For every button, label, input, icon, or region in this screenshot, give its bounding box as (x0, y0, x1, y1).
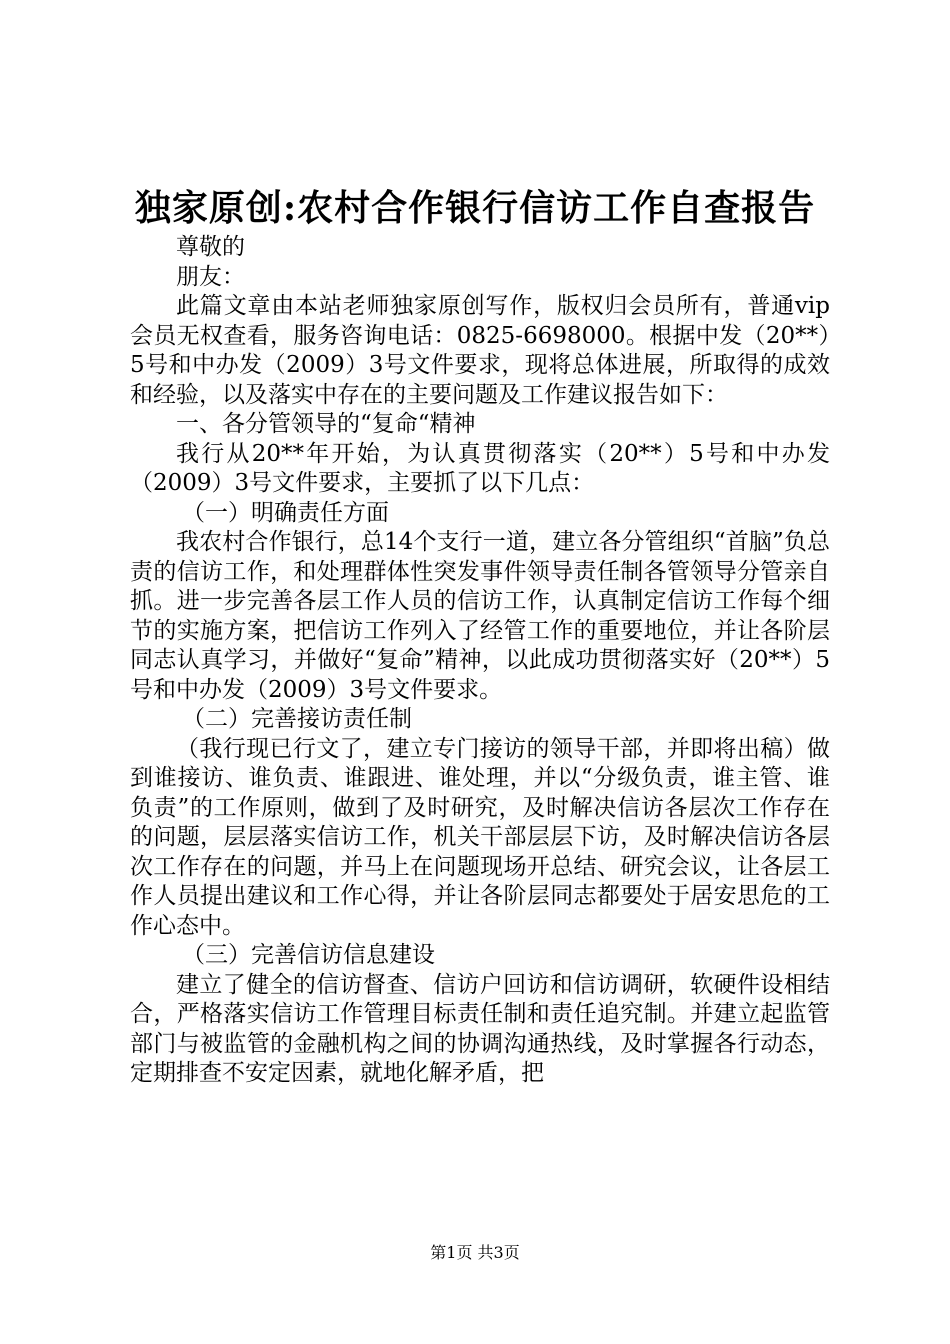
subsection-1-heading: （一）明确责任方面 (182, 499, 389, 526)
document-title: 独家原创:农村合作银行信访工作自查报告 (134, 187, 816, 229)
document-body (130, 233, 830, 1089)
intro-paragraph: 此篇文章由本站老师独家原创写作，版权归会员所有，普通vip会员无权查看，服务咨询电话：0825-6698000。根据中发（20**）5号和中办发（2009）3号文件要求，现将总体进展，所取得的成效和经验，以及落实中存在的主要问题及工作建议报告如下： (130, 293, 830, 408)
greeting-line-1: 尊敬的 (176, 234, 245, 260)
page-footer: 第1页 共3页 (430, 1243, 520, 1262)
subsection-1-paragraph: 我农村合作银行，总14个支行一道，建立各分管组织“首脑”负总责的信访工作，和处理群体性突发事件领导责任制各管领导分管亲自抓。进一步完善各层工作人员的信访工作，认真制定信访工作每个细节的实施方案，把信访工作列入了经管工作的重要地位，并让各阶层同志认真学习，并做好“复命”精神，以此成功贯彻落实好（20**）5号和中办发（2009）3号文件要求。 (130, 529, 830, 703)
section-1-heading: 一、各分管领导的“复命“精神 (176, 411, 476, 437)
subsection-2-paragraph: （我行现已行文了，建立专门接访的领导干部，并即将出稿）做到谁接访、谁负责、谁跟进、谁处理，并以“分级负责，谁主管、谁负责”的工作原则，做到了及时研究，及时解决信访各层次工作存在的问题，层层落实信访工作，机关干部层层下访，及时解决信访各层次工作存在的问题，并马上在问题现场开总结、研究会议，让各层工作人员提出建议和工作心得，并让各阶层同志都要处于居安思危的工作心态中。 (130, 735, 830, 939)
subsection-3-heading: （三）完善信访信息建设 (182, 942, 435, 968)
greeting-line-2: 朋友： (176, 263, 245, 290)
subsection-3-paragraph: 建立了健全的信访督查、信访户回访和信访调研，软硬件设相结合，严格落实信访工作管理目标责任制和责任追究制。并建立起监管部门与被监管的金融机构之间的协调沟通热线，及时掌握各行动态，定期排查不安定因素，就地化解矛盾，把 (130, 971, 830, 1086)
section-1-paragraph: 我行从20**年开始，为认真贯彻落实（20**）5号和中办发（2009）3号文件要求，主要抓了以下几点： (130, 440, 830, 496)
subsection-2-heading: （二）完善接访责任制 (182, 706, 412, 732)
